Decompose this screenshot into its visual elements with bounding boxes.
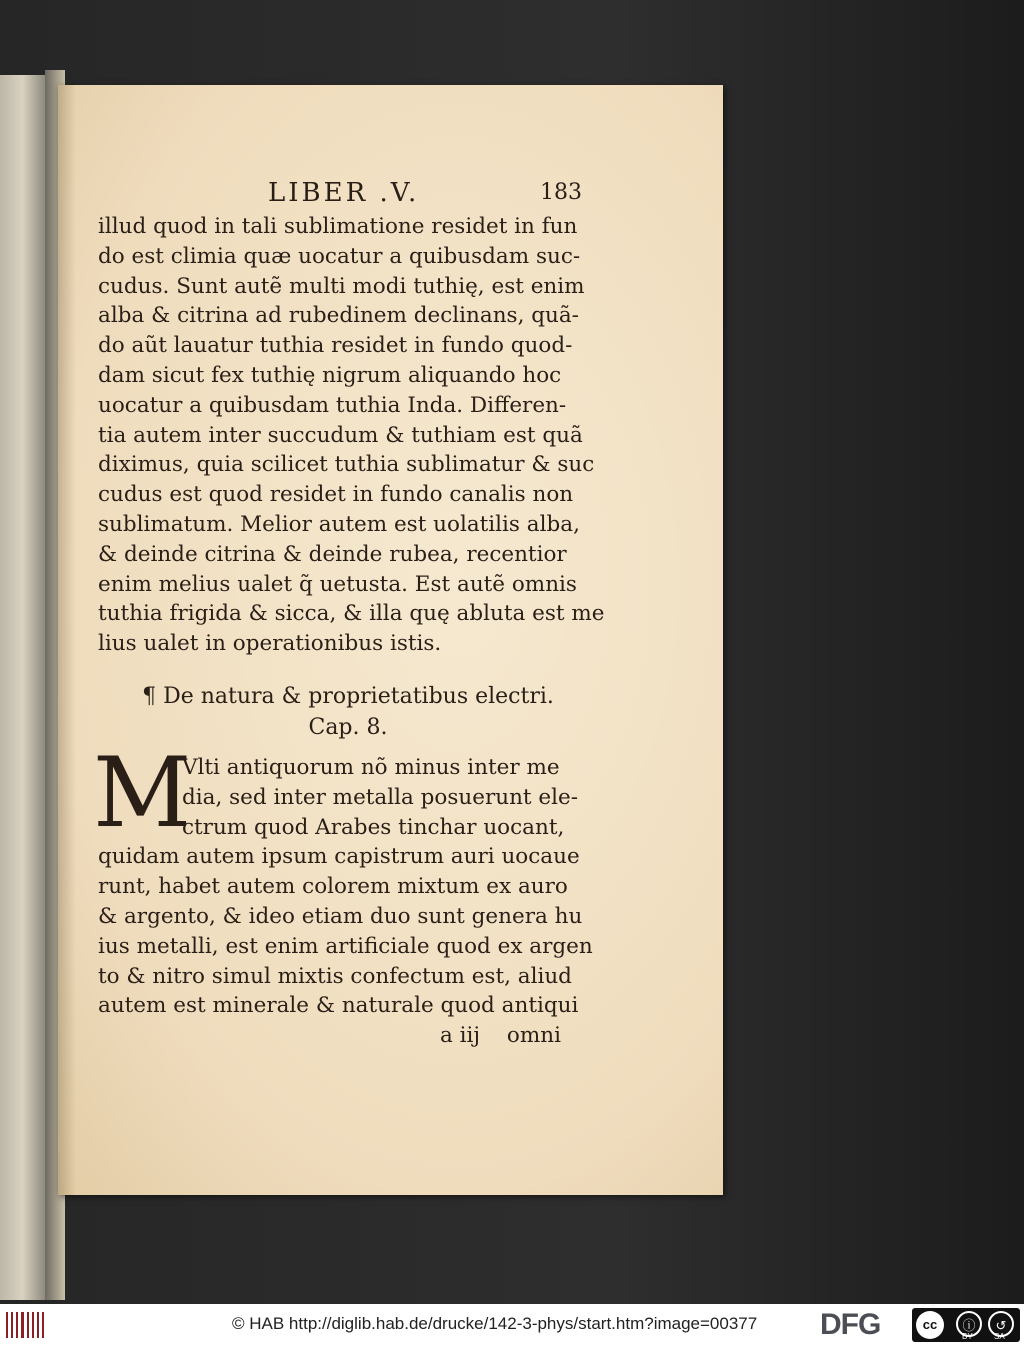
drop-cap-initial: M — [93, 736, 192, 849]
page-text — [93, 178, 605, 1051]
catchword: omni — [506, 1023, 561, 1049]
page-binding-shadow — [58, 85, 76, 1195]
text-line: runt, habet autem colorem mixtum ex auro — [98, 874, 568, 900]
running-head — [98, 178, 598, 212]
text-line: dam sicut fex tuthię nigrum aliquando hoc — [98, 362, 562, 388]
sa-label: SA — [994, 1332, 1005, 1341]
text-line: lius ualet in operationibus istis. — [98, 631, 442, 657]
text-line: cudus est quod residet in fundo canalis non — [98, 482, 574, 508]
hab-barcode-icon — [6, 1312, 44, 1338]
text-line: do aũt lauatur tuthia residet in fundo quod- — [98, 333, 573, 359]
license-badge[interactable] — [912, 1308, 1020, 1342]
text-line: enim melius ualet q̃ uetusta. Est autẽ omnis — [98, 571, 577, 597]
chapter-number: Cap. 8. — [308, 714, 388, 740]
by-icon: ⓘ — [956, 1311, 982, 1337]
text-line: ius metalli, est enim artificiale quod ex argen — [98, 933, 593, 959]
text-line: & argento, & ideo etiam duo sunt genera hu — [98, 903, 583, 929]
text-line: uocatur a quibusdam tuthia Inda. Differen- — [98, 392, 567, 418]
page-number: 183 — [540, 180, 582, 205]
dfg-logo[interactable]: DFG — [820, 1308, 881, 1341]
text-line: & deinde citrina & deinde rubea, recentior — [98, 541, 567, 567]
text-line: tia autem inter succudum & tuthiam est quã — [98, 422, 583, 448]
running-title: LIBER .V. — [268, 178, 420, 208]
chapter-heading — [98, 681, 598, 743]
text-line: ctrum quod Arabes tinchar uocant, — [182, 814, 565, 840]
previous-page-edge — [0, 75, 45, 1300]
by-label: BY — [962, 1332, 973, 1341]
text-line: cudus. Sunt autẽ multi modi tuthię, est enim — [98, 273, 585, 299]
body-text — [98, 212, 605, 659]
catchword-line — [98, 1021, 598, 1051]
text-line: tuthia frigida & sicca, & illa quę abluta est me — [98, 601, 605, 627]
sa-icon: ↺ — [988, 1311, 1014, 1337]
text-line: Vlti antiquorum nõ minus inter me — [182, 754, 560, 780]
text-line: do est climia quæ uocatur a quibusdam suc- — [98, 243, 581, 269]
text-line: diximus, quia scilicet tuthia sublimatur & suc — [98, 452, 595, 478]
chapter-text — [93, 736, 598, 1051]
source-link[interactable]: © HAB http://diglib.hab.de/drucke/142-3-phys/start.htm?image=00377 — [232, 1314, 758, 1333]
viewer-footer — [0, 1304, 1024, 1346]
cc-icon: cc — [916, 1311, 944, 1339]
text-line: to & nitro simul mixtis confectum est, aliud — [98, 963, 572, 989]
signature-mark: a iij — [440, 1023, 481, 1049]
text-line: dia, sed inter metalla posuerunt ele- — [182, 784, 578, 810]
text-line: sublimatum. Melior autem est uolatilis alba, — [98, 511, 580, 537]
chapter-title: ¶ De natura & proprietatibus electri. — [142, 683, 554, 709]
text-line: illud quod in tali sublimatione residet in fun — [98, 214, 578, 239]
text-line: quidam autem ipsum capistrum auri uocaue — [98, 844, 580, 870]
text-line: alba & citrina ad rubedinem declinans, quã- — [98, 303, 579, 329]
text-line: autem est minerale & naturale quod antiqui — [98, 993, 579, 1019]
